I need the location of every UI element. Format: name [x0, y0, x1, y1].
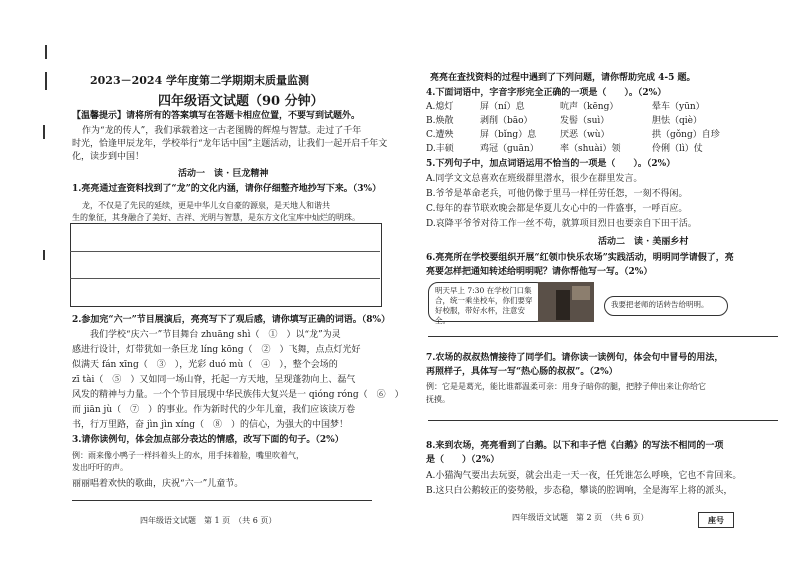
q7-answer-line[interactable] — [428, 420, 778, 421]
q1-answer-line — [70, 278, 380, 279]
intro-line: 化，读步到中国！ — [72, 152, 145, 162]
binding-mark — [45, 72, 47, 90]
q3-task: 丽丽唱着欢快的歌曲，庆祝“六一”儿童节。 — [72, 479, 244, 489]
q4-option-cell: 屏（ní）息 — [480, 102, 525, 112]
q4-option-cell: B.焕散 — [426, 116, 454, 126]
q3-answer-line[interactable] — [72, 500, 372, 501]
q3-stem: 3.请你读例句，体会加点部分表达的情感，改写下面的句子。（2%） — [72, 435, 344, 445]
q1-passage: 龙，不仅是了先民的延续，更是中华儿女自豪的源泉，是天地人和谐共 — [82, 201, 330, 210]
q3-example: 例：雨来像小鸭子一样抖着头上的水，用手抹着脸，嘴里吹着气， — [72, 451, 304, 460]
q3-example: 发出吁吁的声。 — [72, 463, 128, 472]
photo-board — [572, 286, 590, 300]
q4-option-cell: 胆怯（qiè） — [652, 116, 702, 126]
intro-line: 时光，恰逢甲辰龙年，学校举行“龙年话中国”主题活动，让我们一起开启千年文 — [72, 139, 388, 149]
q1-answer-box[interactable] — [70, 223, 382, 307]
q7-example: 抚摸。 — [426, 395, 450, 404]
binding-mark — [45, 45, 47, 59]
seat-number-box[interactable] — [698, 512, 734, 528]
q8-stem: 是（ ）（2%） — [426, 455, 500, 465]
q4-option-cell: 吭声（kēng） — [560, 102, 619, 112]
activity-two-heading: 活动二 读 · 美丽乡村 — [598, 237, 689, 247]
q2-stem: 2.参加完“六一”节目展演后，亮亮写下了观后感，请你填写正确的词语。（8%） — [72, 315, 391, 325]
q7-example: 例：它是是葛光，能比谁都温柔可亲：用身子暗你的腿，把脖子伸出来让你给它 — [426, 382, 706, 391]
q4-stem: 4.下面词语中，字音字形完全正确的一项是（ ）。（2%） — [426, 88, 667, 98]
activity-one-heading: 活动一 读 · 巨龙精神 — [178, 169, 269, 179]
q2-line: zī tài（ ⑤ ）又如同一场山脊，托起一方天地，呈现蓬勃向上、磊气 — [72, 375, 356, 385]
q1-answer-line — [70, 251, 380, 252]
q4-option-cell: 剥削（bāo） — [480, 116, 533, 126]
q4-option-cell: 晕车（yūn） — [652, 102, 705, 112]
right-page — [400, 0, 794, 561]
photo-figure — [556, 290, 570, 320]
intro-line: 作为“龙的传人”，我们承载着这一古老图腾的辉煌与智慧。走过了千年 — [82, 126, 362, 136]
exam-subtitle: 四年级语文试题（90 分钟） — [158, 94, 324, 109]
q4-option-cell: 伶俐（lì）仗 — [652, 144, 703, 154]
q2-line: 感进行设计，灯带犹如一条巨龙 líng kōng（ ② ）飞舞，点点灯光好 — [72, 345, 361, 355]
q4-option-cell: A.熄灯 — [426, 102, 454, 112]
binding-mark — [43, 125, 45, 139]
q6-answer-line[interactable] — [428, 336, 778, 337]
q5-stem: 5.下列句子中，加点词语运用不恰当的一项是（ ）。（2%） — [426, 159, 676, 169]
q2-line: 似满天 fán xīng（ ③ ），光彩 duó mù（ ④ ），整个会场的 — [72, 360, 338, 370]
q5-option: B.爷爷是革命老兵，可他仍像于里马一样任劳任怨，一刻不得闲。 — [426, 189, 688, 199]
q4-option-cell: D.丰硕 — [426, 144, 454, 154]
q4-option-cell: 鸡冠（guān） — [480, 144, 539, 154]
q8-option: B.这只白公鹅较正的姿势般，步态稳，攀谈的腔调响，全是海军上将的派头， — [426, 486, 733, 496]
binding-mark — [43, 250, 45, 260]
q2-line: 书，行万里路，奋 jìn jìn xíng（ ⑧ ）的信心，为强大的中国梦！ — [72, 420, 349, 430]
q2-line: 我们学校“庆六一”节目舞台 zhuāng shì（ ① ）以“龙”为灵 — [90, 330, 341, 340]
tip — [72, 110, 360, 122]
q5-option: D.哀降平爷爷对待工作一丝不苟，就算项目烈日也要亲自下田干活。 — [426, 219, 697, 229]
q4-option-cell: C.遭殃 — [426, 130, 454, 140]
q6-stem: 亮要怎样把通知转述给明明呢？请你帮他写一写。（2%） — [426, 267, 653, 277]
exam-title: 2023－2024 学年度第二学期期末质量监测 — [90, 74, 310, 87]
right-intro: 亮亮在查找资料的过程中遇到了下列问题，请你帮助完成 4-5 题。 — [430, 73, 696, 83]
q1-stem: 1.亮亮通过查资料找到了“龙”的文化内涵，请你仔细整齐地抄写下来。（3%） — [72, 184, 382, 194]
q7-stem: 再照样子，具体写一写“热心肠的叔叔”。（2%） — [426, 367, 618, 377]
q4-option-cell: 率（shuài）领 — [560, 144, 621, 154]
q4-option-cell: 发髻（suì） — [560, 116, 610, 126]
student-speech-bubble: 我要把老师的话转告给明明。 — [604, 296, 728, 316]
q1-passage: 生的象征，其身融合了美好、吉祥、光明与智慧，是东方文化宝库中灿烂的明珠。 — [72, 213, 360, 222]
q5-option: A.同学文文总喜欢在班级群里潜水，很少在群里发言。 — [426, 174, 643, 184]
q7-stem: 7.农场的叔叔热情接待了同学们。请你读一读例句，体会句中冒号的用法， — [426, 353, 724, 363]
seat-number-label: 座号 — [708, 515, 724, 525]
tip-label: 【温馨提示】 — [72, 111, 127, 121]
q5-option: C.每年的春节联欢晚会都是华夏儿女心中的一件盛事，一呼百应。 — [426, 204, 688, 214]
right-page-footer: 四年级语文试题 第 2 页 （共 6 页） — [512, 513, 649, 522]
q8-stem: 8.来到农场，亮亮看到了白鹅。以下和丰子恺《白鹅》的写法不相同的一项 — [426, 441, 724, 451]
q4-option-cell: 屏（bǐng）息 — [480, 130, 537, 140]
teacher-speech-bubble: 明天早上 7:30 在学校门口集合，统一乘坐校车，你们要穿好校服，带好水杯，注意安全。 — [428, 282, 546, 322]
left-page-footer: 四年级语文试题 第 1 页 （共 6 页） — [140, 516, 277, 525]
q4-option-cell: 拱（gǒng）自珍 — [652, 130, 720, 140]
tip-text: 请将所有的答案填写在答题卡相应位置，不要写到试题外。 — [126, 111, 361, 121]
q4-option-cell: 厌恶（wù） — [560, 130, 610, 140]
q8-option: A.小猫淘气要出去玩耍，就会出走一天一夜，任凭谁怎么呼唤，它也不肯回来。 — [426, 471, 742, 481]
teacher-photo — [538, 282, 594, 322]
q6-stem: 6.亮亮所在学校要组织开展“红领巾快乐农场”实践活动，明明同学请假了，亮 — [426, 253, 734, 263]
q2-line: 而 jiān jù（ ⑦ ）的事业。作为新时代的少年儿童，我们应该读万卷 — [72, 405, 356, 415]
q2-line: 风发的精神与力量。一个个节目展现中华民族伟大复兴是一 qióng róng（ ⑥ ） — [72, 390, 404, 400]
